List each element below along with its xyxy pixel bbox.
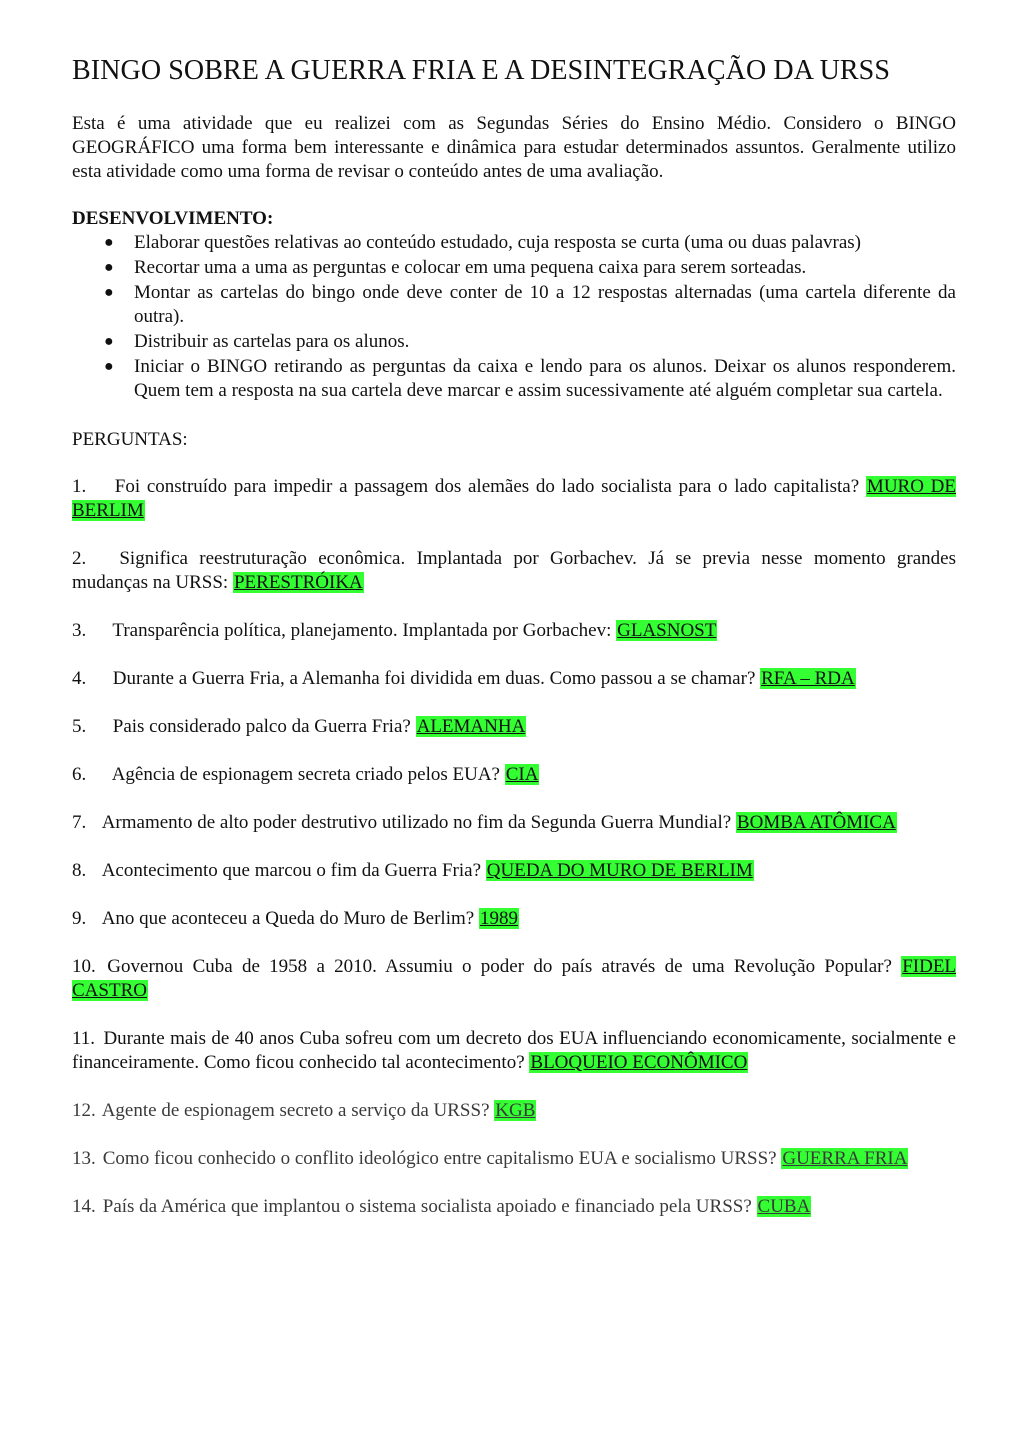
question-number: 2. <box>72 548 87 569</box>
answer-highlight: GUERRA FRIA <box>782 1148 908 1169</box>
answer-highlight: MURO DE BERLIM <box>72 476 957 521</box>
answer-highlight: 1989 <box>479 908 518 929</box>
step-item <box>104 256 956 280</box>
question-item <box>72 667 956 691</box>
question-text: Transparência política, planejamento. Implantada por Gorbachev: <box>112 620 612 641</box>
question-text: Significa reestruturação econômica. Implantada por Gorbachev. Já se previa nesse momento grandes mudanças na URSS: <box>72 548 957 593</box>
question-number: 12. <box>72 1100 96 1121</box>
intro-paragraph: Esta é uma atividade que eu realizei com as Segundas Séries do Ensino Médio. Considero o BINGO GEOGRÁFICO uma forma bem interessante e dinâmica para estudar determinados assuntos. Geralmente utilizo esta atividade como uma forma de revisar o conteúdo antes de uma avaliação. <box>72 113 956 182</box>
step-text: Recortar uma a uma as perguntas e colocar em uma pequena caixa para serem sorteadas. <box>134 257 807 278</box>
bullet-icon: ● <box>104 284 114 301</box>
bullet-icon: ● <box>104 358 114 375</box>
answer-highlight: GLASNOST <box>617 620 717 641</box>
question-item <box>72 955 956 1003</box>
question-item <box>72 1147 956 1171</box>
question-number: 13. <box>72 1148 96 1169</box>
question-number: 4. <box>72 668 87 689</box>
question-number: 11. <box>72 1028 96 1049</box>
question-text: Pais considerado palco da Guerra Fria? <box>112 716 411 737</box>
answer-highlight: QUEDA DO MURO DE BERLIM <box>486 860 753 881</box>
step-item <box>104 281 956 329</box>
answer-highlight: KGB <box>495 1100 536 1121</box>
question-number: 3. <box>72 620 87 641</box>
step-text: Montar as cartelas do bingo onde deve conter de 10 a 12 respostas alternadas (uma cartela diferente da outra). <box>134 282 956 327</box>
question-item <box>72 1027 956 1075</box>
question-item <box>72 547 956 595</box>
question-item <box>72 763 956 787</box>
step-item <box>104 231 956 255</box>
question-text: Agente de espionagem secreto a serviço da URSS? <box>101 1100 490 1121</box>
question-number: 7. <box>72 812 87 833</box>
step-item <box>104 330 956 354</box>
bullet-icon: ● <box>104 234 114 251</box>
question-item <box>72 475 956 523</box>
question-number: 6. <box>72 764 87 785</box>
question-number: 5. <box>72 716 87 737</box>
question-text: Armamento de alto poder destrutivo utilizado no fim da Segunda Guerra Mundial? <box>101 812 732 833</box>
question-item <box>72 859 956 883</box>
question-text: Durante mais de 40 anos Cuba sofreu com um decreto dos EUA influenciando economicamente, socialmente e financeiramente. Como ficou conhecido tal acontecimento? <box>72 1028 956 1073</box>
step-text: Iniciar o BINGO retirando as perguntas da caixa e lendo para os alunos. Deixar os alunos responderem. Quem tem a resposta na sua cartela deve marcar e assim sucessivamente até alguém completar sua cartela. <box>134 356 956 401</box>
answer-highlight: BLOQUEIO ECONÔMICO <box>530 1052 748 1073</box>
answer-highlight: RFA – RDA <box>761 668 855 689</box>
question-text: Agência de espionagem secreta criado pelos EUA? <box>111 764 500 785</box>
step-text: Distribuir as cartelas para os alunos. <box>134 331 410 352</box>
bullet-icon: ● <box>104 333 114 350</box>
question-text: Acontecimento que marcou o fim da Guerra Fria? <box>101 860 482 881</box>
question-number: 10. <box>72 956 96 977</box>
question-item <box>72 811 956 835</box>
answer-highlight: FIDEL CASTRO <box>72 956 957 1001</box>
question-number: 9. <box>72 908 87 929</box>
step-text: Elaborar questões relativas ao conteúdo estudado, cuja resposta se curta (uma ou duas palavras) <box>134 232 862 253</box>
step-item <box>104 355 956 403</box>
answer-highlight: PERESTRÓIKA <box>233 572 363 593</box>
question-text: Ano que aconteceu a Queda do Muro de Berlim? <box>101 908 475 929</box>
question-item <box>72 1099 956 1123</box>
question-text: País da América que implantou o sistema socialista apoiado e financiado pela URSS? <box>102 1196 752 1217</box>
question-item <box>72 715 956 739</box>
development-steps-list <box>72 231 956 403</box>
question-number: 1. <box>72 476 87 497</box>
answer-highlight: BOMBA ATÔMICA <box>736 812 896 833</box>
question-item <box>72 619 956 643</box>
answer-highlight: ALEMANHA <box>416 716 526 737</box>
question-item <box>72 907 956 931</box>
question-text: Foi construído para impedir a passagem dos alemães do lado socialista para o lado capitalista? <box>114 476 860 497</box>
questions-heading: PERGUNTAS: <box>72 429 188 450</box>
question-text: Governou Cuba de 1958 a 2010. Assumiu o poder do país através de uma Revolução Popular? <box>107 956 892 977</box>
question-item <box>72 1195 956 1219</box>
bullet-icon: ● <box>104 259 114 276</box>
answer-highlight: CUBA <box>757 1196 811 1217</box>
answer-highlight: CIA <box>505 764 539 785</box>
document-title: BINGO SOBRE A GUERRA FRIA E A DESINTEGRAÇÃO DA URSS <box>72 55 891 86</box>
question-text: Durante a Guerra Fria, a Alemanha foi dividida em duas. Como passou a se chamar? <box>112 668 756 689</box>
question-number: 14. <box>72 1196 96 1217</box>
development-heading: DESENVOLVIMENTO: <box>72 208 274 229</box>
question-number: 8. <box>72 860 87 881</box>
question-text: Como ficou conhecido o conflito ideológico entre capitalismo EUA e socialismo URSS? <box>102 1148 777 1169</box>
